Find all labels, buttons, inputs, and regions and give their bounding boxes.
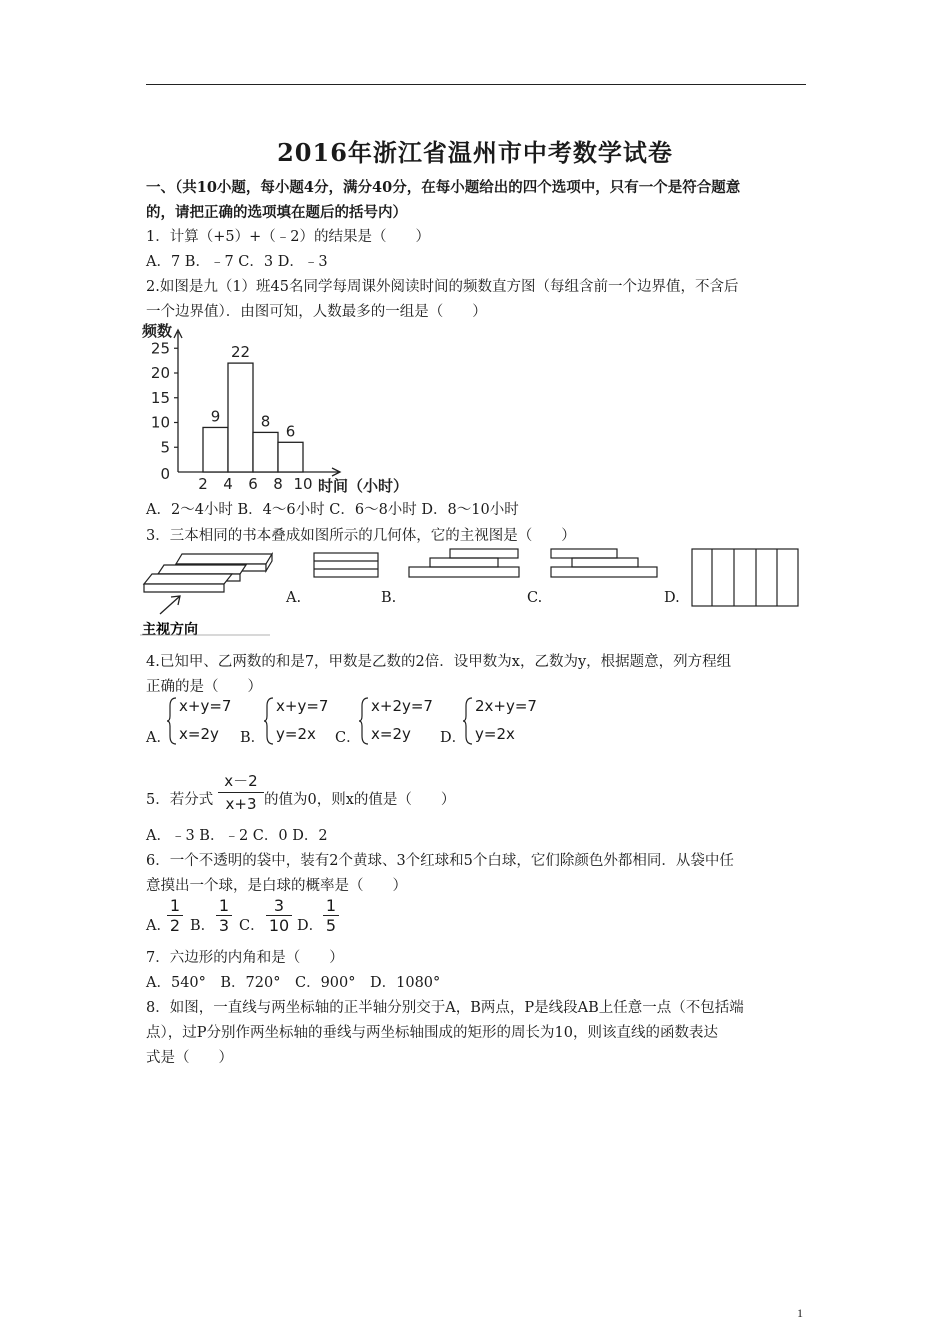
book-top-face — [176, 554, 272, 564]
y-tick-label: 20 — [150, 364, 170, 382]
stacked-books-figure — [140, 550, 275, 636]
q2-stem-line1: 2.如图是九（1）班45名同学每周课外阅读时间的频数直方图（每组含前一个边界值，不含后 — [146, 279, 739, 295]
q8-stem-line1: 8．如图，一直线与两坐标轴的正半轴分别交于A，B两点，P是线段AB上任意一点（不包括端 — [146, 1000, 744, 1016]
q7-options: A．540° B．720° C．900° D．1080° — [146, 975, 441, 991]
q6-option-c-fraction — [266, 896, 292, 935]
header-rule — [146, 84, 806, 85]
y-axis-label: 频数 — [142, 322, 173, 340]
q6-option-c-label: C． — [239, 918, 265, 934]
q6-option-a-fraction — [167, 896, 183, 935]
q4-stem-line1: 4.已知甲、乙两数的和是7，甲数是乙数的2倍．设甲数为x，乙数为y，根据题意，列方程组 — [146, 654, 732, 670]
q8-stem-line2: 点），过P分别作两坐标轴的垂线与两坐标轴围成的矩形的周长为10，则该直线的函数表达 — [146, 1025, 718, 1041]
q4-option-a-label: A． — [146, 730, 171, 746]
q6-option-d-fraction — [323, 896, 339, 935]
section-heading-line2: 的，请把正确的选项填在题后的括号内） — [146, 204, 407, 221]
book-middle-face — [158, 565, 246, 574]
q4-option-b-eq2: y=2x — [276, 725, 316, 743]
q6-option-b-label: B． — [190, 918, 216, 934]
q3-stem: 3．三本相同的书本叠成如图所示的几何体，它的主视图是（ ） — [146, 528, 576, 544]
q6-a-denominator: 2 — [169, 916, 181, 935]
y-tick-label: 5 — [160, 438, 170, 457]
book-bottom-face — [144, 574, 232, 584]
q4-option-c-eq1: x+2y=7 — [371, 697, 433, 715]
q3-option-d-figure — [690, 548, 800, 608]
bar-data-label: 6 — [285, 422, 296, 441]
bar-data-label: 9 — [210, 407, 221, 426]
q1-options: A．7 B．﹣7 C．3 D．﹣3 — [146, 254, 328, 270]
q6-stem-line1: 6．一个不透明的袋中，装有2个黄球、3个红球和5个白球，它们除颜色外都相同．从袋中任 — [146, 853, 734, 869]
q6-b-numerator: 1 — [218, 896, 230, 915]
histogram-bar — [203, 427, 228, 472]
x-tick-label: 6 — [248, 475, 258, 493]
y-tick-label: 10 — [150, 413, 170, 432]
q5-prefix: 5．若分式 — [146, 792, 214, 808]
q6-b-denominator: 3 — [218, 916, 230, 935]
q6-option-b-fraction — [216, 896, 232, 935]
q3-option-d-label: D. — [664, 590, 680, 606]
q4-option-d-label: D． — [440, 730, 467, 746]
section-heading-line1: 一、（共10小题，每小题4分，满分40分，在每小题给出的四个选项中，只有一个是符合题意 — [146, 179, 741, 196]
q4-option-d-brace — [462, 696, 474, 746]
q8-stem-line3: 式是（ ） — [146, 1050, 233, 1066]
q3-option-c-figure — [548, 548, 660, 580]
q7-stem: 7．六边形的内角和是（ ） — [146, 950, 344, 966]
bar-data-label: 8 — [260, 412, 271, 431]
q4-option-a-brace — [166, 696, 178, 746]
q5-numerator: x－2 — [224, 772, 258, 790]
page-number: 1 — [797, 1306, 803, 1320]
view-direction-label: 主视方向 — [142, 622, 198, 636]
q3-option-c-label: C. — [527, 590, 543, 606]
view-direction-arrow — [160, 596, 180, 614]
q6-c-numerator: 3 — [273, 896, 285, 915]
y-tick-label: 0 — [160, 465, 170, 483]
q6-d-denominator: 5 — [325, 916, 337, 935]
q3-option-a-label: A. — [286, 590, 302, 606]
y-tick-label: 15 — [150, 388, 170, 407]
q3-option-b-figure — [406, 548, 520, 580]
x-axis-label: 时间（小时） — [318, 477, 409, 495]
q4-option-c-brace — [358, 696, 370, 746]
q3-option-b-label: B. — [381, 590, 397, 606]
histogram-bar — [228, 363, 253, 472]
bar-data-label: 22 — [230, 343, 251, 362]
q4-stem-line2: 正确的是（ ） — [146, 679, 262, 695]
page-title: 2016年浙江省温州市中考数学试卷 — [277, 138, 673, 167]
q5-suffix: 的值为0，则x的值是（ ） — [264, 792, 456, 808]
q6-c-denominator: 10 — [268, 916, 290, 935]
q5-fraction-bar — [218, 792, 264, 793]
q5-fraction — [218, 771, 264, 814]
x-tick-label: 10 — [293, 475, 313, 493]
q6-a-numerator: 1 — [169, 896, 181, 915]
q3-option-a-figure — [312, 552, 380, 579]
histogram-bar — [278, 442, 303, 472]
q2-options: A．2～4小时 B．4～6小时 C．6～8小时 D．8～10小时 — [146, 502, 519, 518]
q4-option-c-label: C． — [335, 730, 361, 746]
q5-denominator: x+3 — [225, 795, 257, 813]
q4-option-d-eq1: 2x+y=7 — [475, 697, 537, 715]
q6-option-d-label: D． — [297, 918, 324, 934]
q4-option-a-eq2: x=2y — [179, 725, 219, 743]
q1-stem: 1．计算（+5）+（﹣2）的结果是（ ） — [146, 229, 430, 245]
q4-option-b-eq1: x+y=7 — [276, 697, 329, 715]
q2-stem-line2: 一个边界值）．由图可知，人数最多的一组是（ ） — [146, 304, 487, 320]
q4-option-c-eq2: x=2y — [371, 725, 411, 743]
q5-options: A．﹣3 B．﹣2 C．0 D．2 — [146, 828, 328, 844]
x-tick-label: 8 — [273, 475, 283, 493]
frequency-histogram — [140, 322, 430, 498]
q6-d-numerator: 1 — [325, 896, 337, 915]
q4-option-a-eq1: x+y=7 — [179, 697, 232, 715]
x-tick-label: 2 — [198, 475, 208, 493]
q4-option-b-label: B． — [240, 730, 266, 746]
q4-option-b-brace — [263, 696, 275, 746]
x-tick-label: 4 — [223, 475, 233, 493]
histogram-bar — [253, 432, 278, 472]
q6-stem-line2: 意摸出一个球，是白球的概率是（ ） — [146, 878, 407, 894]
y-tick-label: 25 — [150, 339, 170, 358]
book-bottom-side — [144, 584, 224, 592]
q4-option-d-eq2: y=2x — [475, 725, 515, 743]
q6-option-a-label: A． — [146, 918, 171, 934]
